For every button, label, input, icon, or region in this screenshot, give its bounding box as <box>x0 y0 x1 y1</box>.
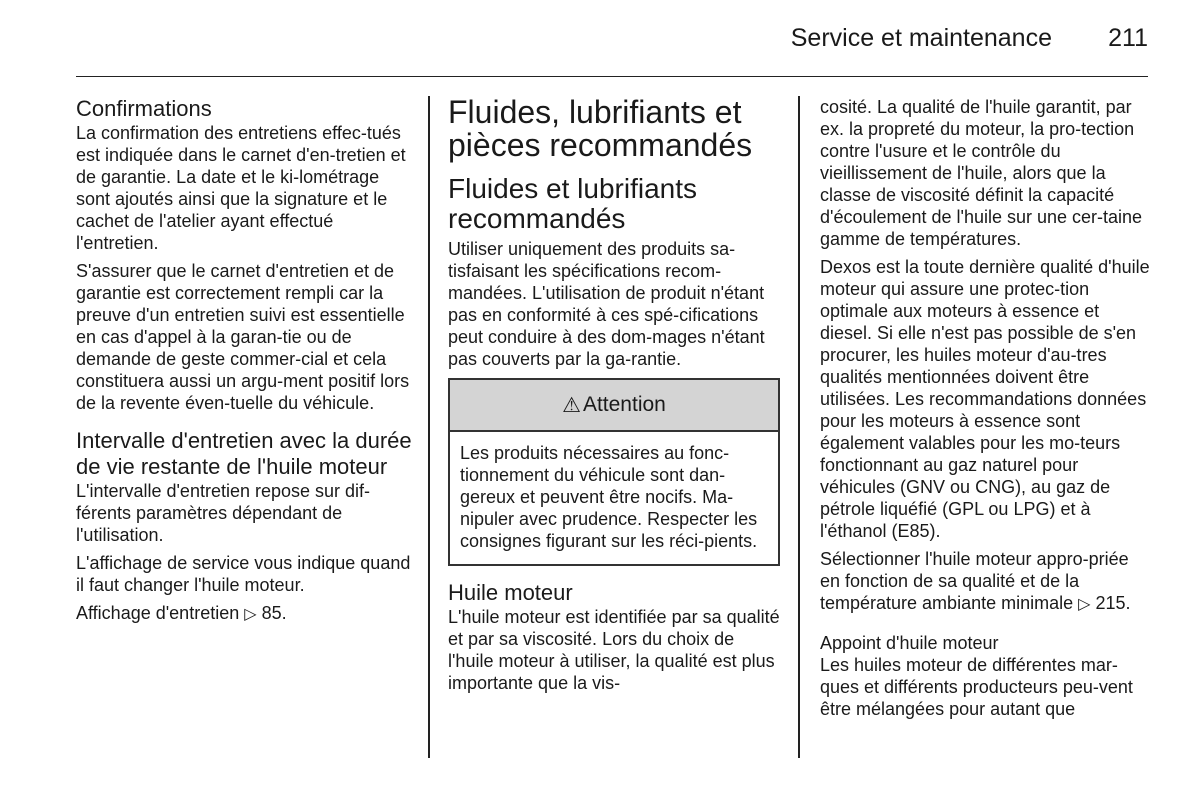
page-reference: 85. <box>261 603 287 623</box>
attention-body <box>450 432 778 564</box>
attention-text: Les produits nécessaires au fonc-tionnement du véhicule sont dan-gereux et peuvent être nocifs. Ma-nipuler avec prudence. Respecter les consignes figurant sur les réci-pients. <box>460 443 758 551</box>
heading-huile-moteur: Huile moteur <box>448 580 573 605</box>
column-right <box>820 96 1152 726</box>
arrow-ref-icon: ▷ <box>244 606 257 623</box>
section-title: Service et maintenance <box>790 24 1052 52</box>
column-left <box>76 96 412 632</box>
page-header <box>76 0 1148 77</box>
reference-text: Affichage d'entretien <box>76 603 245 623</box>
attention-header <box>450 380 778 432</box>
section-heading: Fluides et lubrifiants recommandés <box>448 173 698 234</box>
paragraph: Dexos est la toute dernière qualité d'huile moteur qui assure une protec-tion optimale aux moteurs à essence et diesel. Si elle n'est pas possible de s'en procurer, les huiles moteur d'au-tres qualités mentionnées doivent être utilisées. Les recommandations données pour les moteurs à essence sont également valables pour les mo-teurs fonctionnant au gaz naturel pour véhicules (GNV ou CNG), au gaz de pétrole liquéfié (GPL ou LPG) et à l'éthanol (E85). <box>820 257 1150 541</box>
heading-intervalle: Intervalle d'entretien avec la durée de vie restante de l'huile moteur <box>76 428 412 479</box>
paragraph: Utiliser uniquement des produits sa-tisfaisant les spécifications recom-mandées. L'utilisation de produit n'étant pas en conformité à ces spé-cifications peut conduire à des dom-mages n'étant pas couverts par la ga-rantie. <box>448 239 765 369</box>
paragraph: L'huile moteur est identifiée par sa qualité et par sa viscosité. Lors du choix de l'huile moteur à utiliser, la qualité est plus importante que la vis- <box>448 607 780 693</box>
attention-box <box>448 378 780 566</box>
chapter-title: Fluides, lubrifiants et pièces recommandés <box>448 94 753 163</box>
column-divider <box>798 96 800 758</box>
paragraph: L'intervalle d'entretien repose sur dif-férents paramètres dépendant de l'utilisation. <box>76 481 371 545</box>
page-reference: 215. <box>1095 593 1131 613</box>
paragraph: cosité. La qualité de l'huile garantit, par ex. la propreté du moteur, la pro-tection contre l'usure et le contrôle du vieillissement de l'huile, alors que la classe de viscosité définit la capacité d'écoulement de l'huile sur une cer-taine gamme de températures. <box>820 97 1143 249</box>
paragraph: Les huiles moteur de différentes mar-ques et différents producteurs peu-vent être mélangées pour autant que <box>820 655 1133 719</box>
heading-confirmations: Confirmations <box>76 96 212 121</box>
column-divider <box>428 96 430 758</box>
column-middle <box>448 96 780 700</box>
heading-appoint: Appoint d'huile moteur <box>820 633 999 653</box>
paragraph: La confirmation des entretiens effec-tués est indiquée dans le carnet d'en-tretien et de garantie. La date et le ki-lométrage sont ajoutés ainsi que la signature et le cachet de l'atelier ayant effectué l'entretien. <box>76 123 406 253</box>
reference-text: Sélectionner l'huile moteur appro-priée en fonction de sa qualité et de la température ambiante minimale <box>820 549 1129 613</box>
arrow-ref-icon: ▷ <box>1078 596 1091 613</box>
paragraph: L'affichage de service vous indique quand il faut changer l'huile moteur. <box>76 553 411 595</box>
paragraph-with-reference <box>76 602 412 626</box>
attention-title: Attention <box>582 393 666 416</box>
page-number: 211 <box>1108 24 1148 52</box>
warning-triangle-icon: ⚠ <box>562 393 581 417</box>
paragraph: S'assurer que le carnet d'entretien et de garantie est correctement rempli car la preuve d'un entretien suivi est essentielle en cas d'appel à la garan-tie ou de demande de geste commer-cial et cela constituera aussi un argu-ment positif lors de la revente éven-tuelle du véhicule. <box>76 261 410 413</box>
paragraph-with-reference <box>820 548 1152 616</box>
